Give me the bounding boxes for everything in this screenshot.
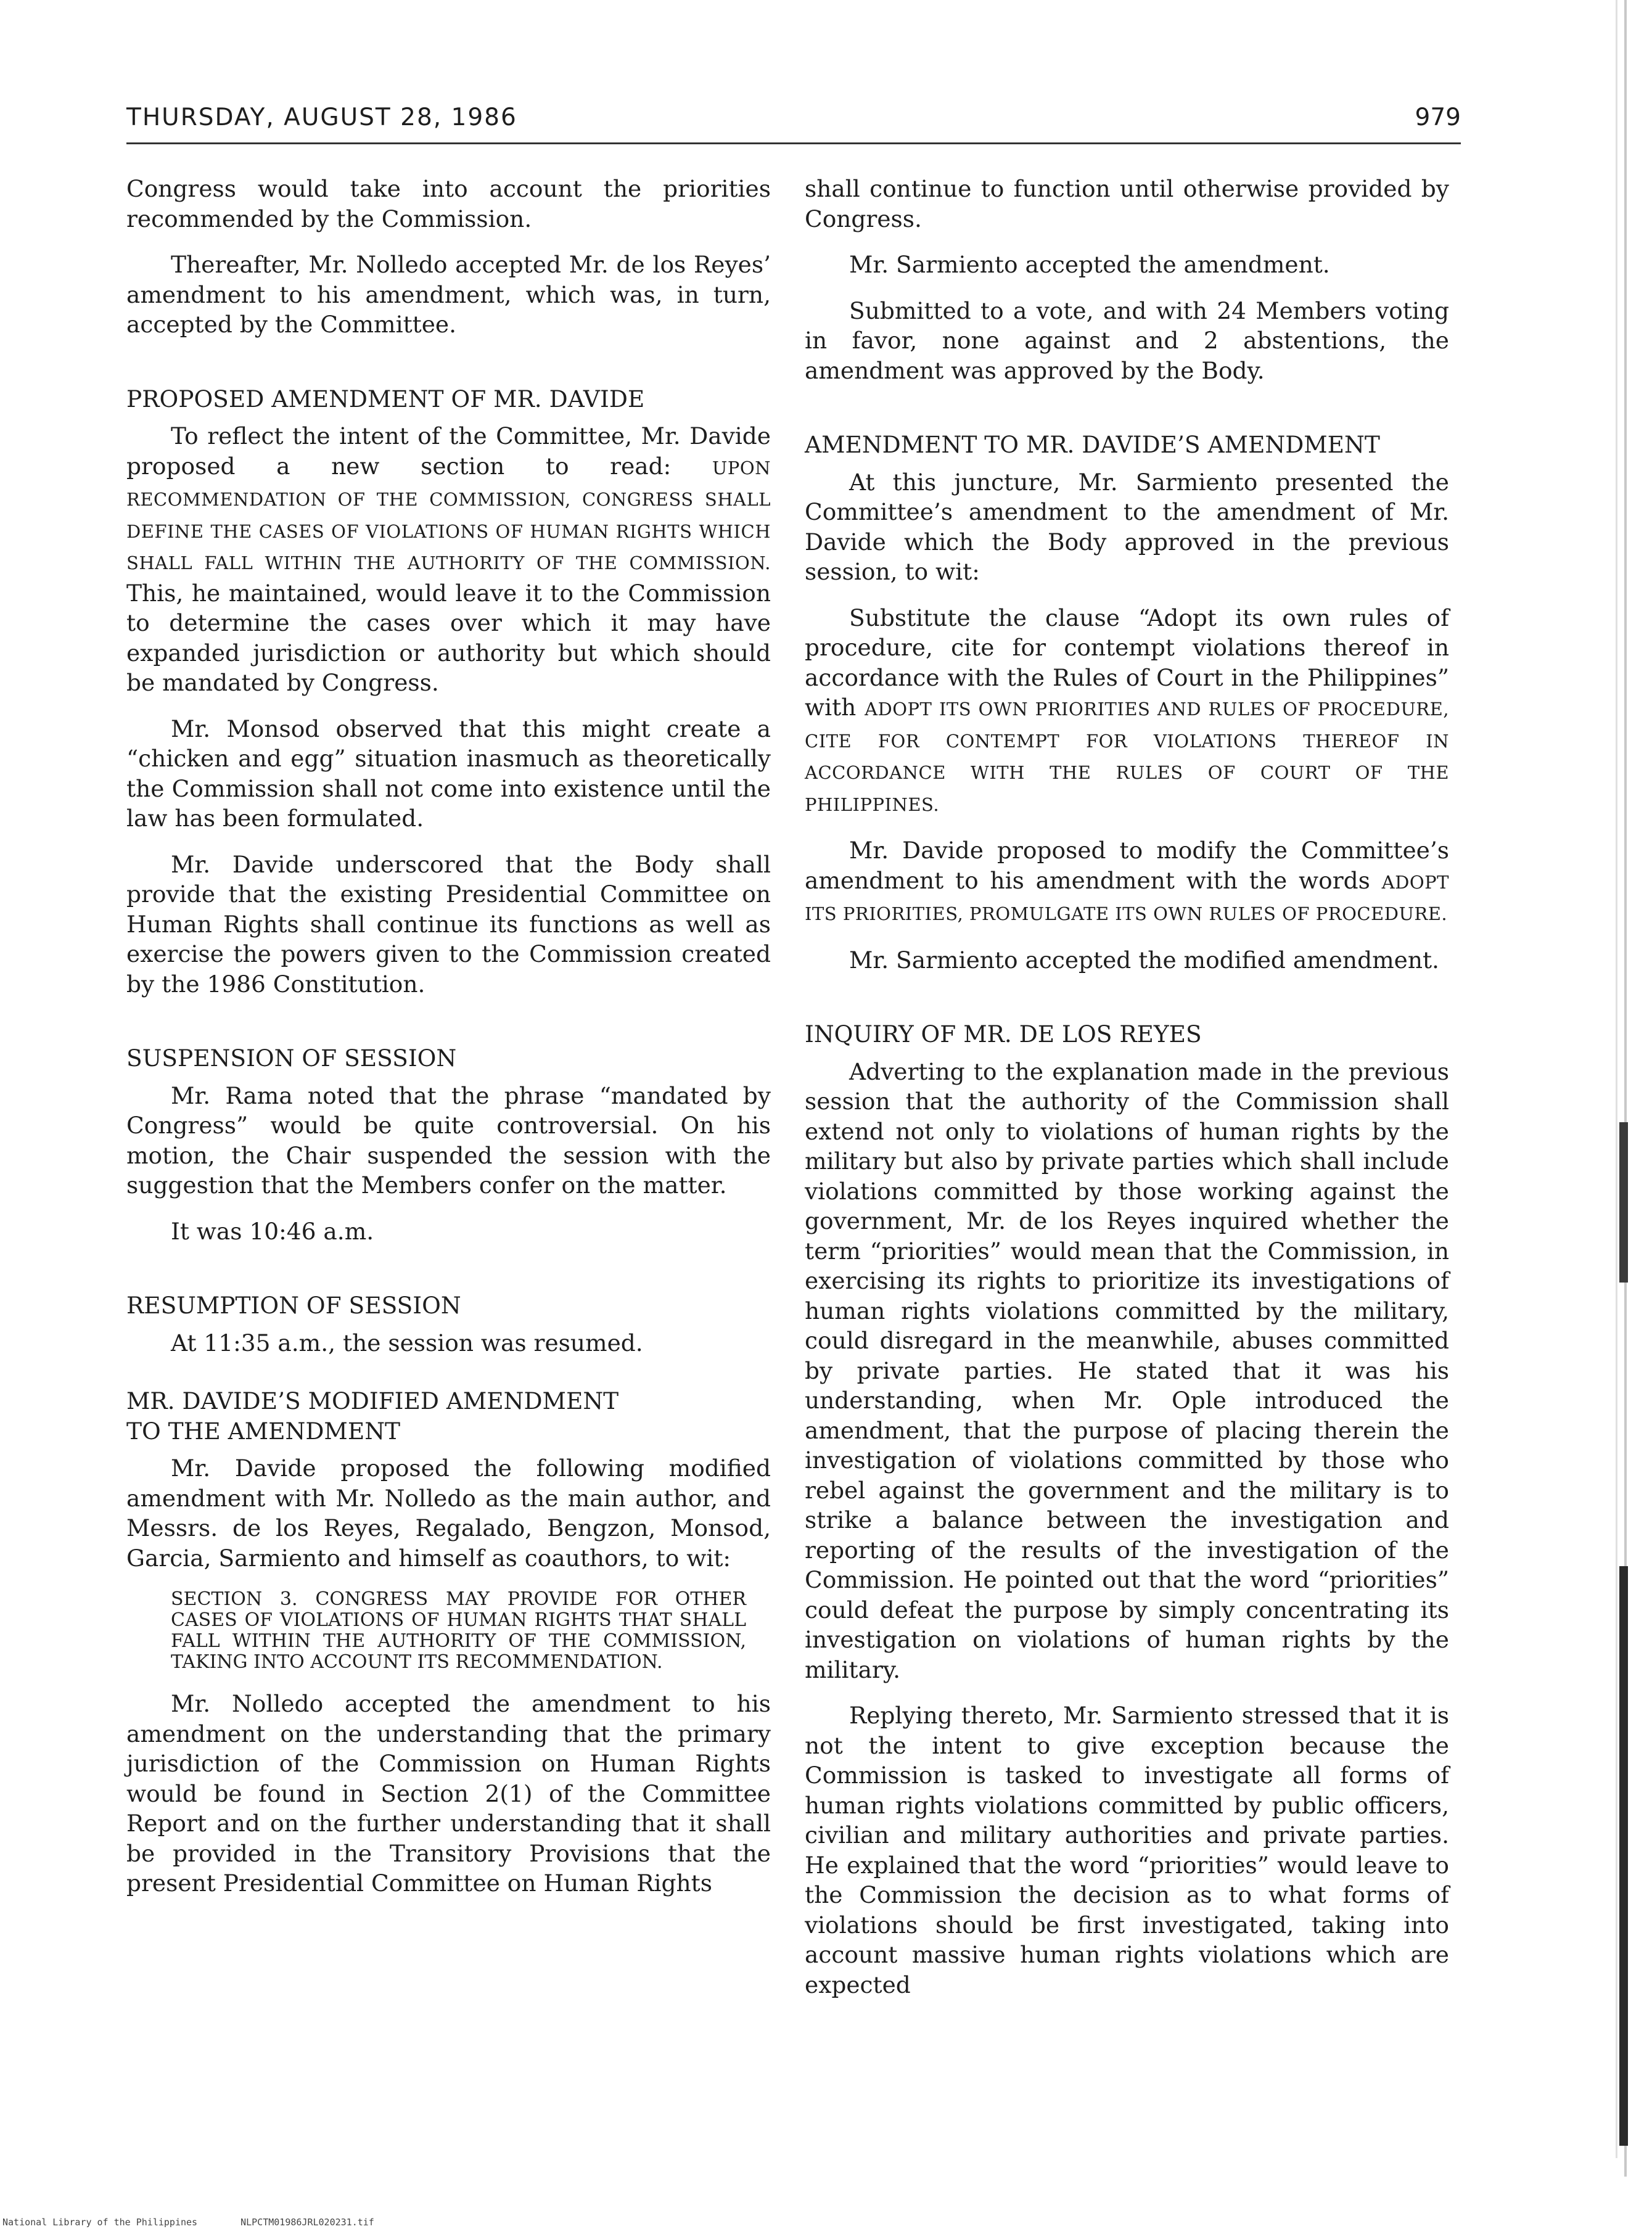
paragraph: Mr. Nolledo accepted the amendment to his amendment on the understanding that the primary jurisdiction of the Commission on Human Rights would be found in Section 2(1) of the Committee Report and on the further understanding that it shall be provided in the Transitory Provisions that the present Presidential Committee on Human Rights xyxy=(126,1690,771,1897)
page-header xyxy=(126,104,1461,147)
scan-edge-mark xyxy=(1619,1566,1628,2146)
small-caps-text: ADOPT ITS OWN PRIORITIES AND RULES OF PROCEDURE, CITE FOR CONTEMPT FOR VIOLATIONS THEREOF IN ACCORDANCE WITH THE RULES OF COURT OF THE PHILIPPINES. xyxy=(805,699,1450,815)
paragraph: Mr. Monsod observed that this might create a “chicken and egg” situation inasmuch as theoretically the Commission shall not come into existence until the law has been formulated. xyxy=(126,715,771,832)
small-caps-text: UPON RECOMMENDATION OF THE COMMISSION, CONGRESS SHALL DEFINE THE CASES OF VIOLATIONS OF HUMAN RIGHTS WHICH SHALL FALL WITHIN THE AUTHORITY OF THE COMMISSION. xyxy=(126,457,771,573)
paragraph: Mr. Davide underscored that the Body shall provide that the existing Presidential Committee on Human Rights shall continue its functions as well as exercise the powers given to the Commission created by the 1986 Constitution. xyxy=(126,850,771,998)
section-heading-proposed-amendment: PROPOSED AMENDMENT OF MR. DAVIDE xyxy=(126,385,645,413)
paragraph: Submitted to a vote, and with 24 Members voting in favor, none against and 2 abstentions, the amendment was approved by the Body. xyxy=(805,297,1449,384)
paragraph: Replying thereto, Mr. Sarmiento stressed that it is not the intent to give exception because the Commission is tasked to investigate all forms of human rights violations committed by public officers, civilian and military authorities and private parties. He explained that the word “priorities” would leave to the Commission the decision as to what forms of violations should be first investigated, taking into account massive human rights violations which are expected xyxy=(805,1702,1449,1998)
paragraph: Mr. Rama noted that the phrase “mandated by Congress” would be quite controversial. On his motion, the Chair suspended the session with the suggestion that the Members confer on the matter. xyxy=(126,1082,771,1199)
paragraph: Congress would take into account the priorities recommended by the Commission. xyxy=(126,175,771,232)
paragraph: Mr. Davide proposed to modify the Committee’s amendment to his amendment with the words ADOPT ITS PRIORITIES, PROMULGATE ITS OWN RULES OF PROCEDURE. xyxy=(805,837,1449,924)
paragraph: Thereafter, Mr. Nolledo accepted Mr. de los Reyes’ amendment to his amendment, which was, in turn, accepted by the Committee. xyxy=(126,251,771,338)
section-heading-modified-amendment: MR. DAVIDE’S MODIFIED AMENDMENT TO THE AMENDMENT xyxy=(126,1387,619,1445)
paragraph: Mr. Davide proposed the following modified amendment with Mr. Nolledo as the main author, and Messrs. de los Reyes, Regalado, Bengzon, Monsod, Garcia, Sarmiento and himself as coauthors, to wit: xyxy=(126,1455,771,1572)
page-number: 979 xyxy=(1415,104,1461,131)
scan-footer: National Library of the Philippines NLPCTM01986JRL020231.tif xyxy=(2,2217,374,2228)
quoted-section: SECTION 3. CONGRESS MAY PROVIDE FOR OTHER CASES OF VIOLATIONS OF HUMAN RIGHTS THAT SHALL FALL WITHIN THE AUTHORITY OF THE COMMISSION, TAKING INTO ACCOUNT ITS RECOMMENDATION. xyxy=(171,1588,746,1673)
left-column xyxy=(126,174,771,1915)
scan-edge-mark xyxy=(1619,1122,1628,1283)
paragraph: Mr. Sarmiento accepted the modified amendment. xyxy=(849,946,1439,974)
section-heading-suspension: SUSPENSION OF SESSION xyxy=(126,1045,457,1072)
paragraph: It was 10:46 a.m. xyxy=(171,1217,374,1245)
paragraph: Adverting to the explanation made in the previous session that the authority of the Commission shall extend not only to violations of human rights by the military but also by private parties which shall include violations committed by those working against the government, Mr. de los Reyes inquired whether the term “priorities” would mean that the Commission, in exercising its rights to prioritize its investigations of human rights violations committed by the military, could disregard in the meanwhile, abuses committed by private parties. He stated that it was his understanding, when Mr. Ople introduced the amendment, that the purpose of placing therein the investigation of violations committed by those who rebel against the government and the military is to strike a balance between the investigation and reporting of the results of the investigation of the Commission. He pointed out that the word “priorities” could defeat the purpose by simply concentrating its investigation on violations of human rights by the military. xyxy=(805,1057,1449,1683)
header-date: THURSDAY, AUGUST 28, 1986 xyxy=(126,104,517,131)
section-heading-inquiry: INQUIRY OF MR. DE LOS REYES xyxy=(805,1020,1202,1048)
paragraph: Substitute the clause “Adopt its own rules of procedure, cite for contempt violations thereof in accordance with the Rules of Court in the Philippines” with ADOPT ITS OWN PRIORITIES AND RULES OF PROCEDURE, CITE FOR CONTEMPT FOR VIOLATIONS THEREOF IN ACCORDANCE WITH THE RULES OF COURT OF THE PHILIPPINES. xyxy=(805,604,1450,815)
section-heading-resumption: RESUMPTION OF SESSION xyxy=(126,1292,461,1319)
paragraph: Mr. Sarmiento accepted the amendment. xyxy=(849,251,1330,278)
right-column xyxy=(805,174,1449,2016)
paragraph: To reflect the intent of the Committee, Mr. Davide proposed a new section to read: UPON RECOMMENDATION OF THE COMMISSION, CONGRESS SHALL DEFINE THE CASES OF VIOLATIONS OF HUMAN RIGHTS WHICH SHALL FALL WITHIN THE AUTHORITY OF THE COMMISSION. This, he maintained, would leave it to the Commission to determine the cases over which it may have expanded jurisdiction or authority but which should be mandated by Congress. xyxy=(126,422,771,696)
paragraph: At 11:35 a.m., the session was resumed. xyxy=(171,1329,643,1357)
section-heading-amendment: AMENDMENT TO MR. DAVIDE’S AMENDMENT xyxy=(805,431,1380,458)
header-rule xyxy=(126,142,1461,144)
paragraph: At this juncture, Mr. Sarmiento presented the Committee’s amendment to the amendment of Mr. Davide which the Body approved in the previous session, to wit: xyxy=(805,468,1449,585)
scan-edge-mark xyxy=(1616,0,1617,2158)
paragraph: shall continue to function until otherwise provided by Congress. xyxy=(805,175,1449,232)
small-caps-text: ADOPT ITS PRIORITIES, PROMULGATE ITS OWN RULES OF PROCEDURE. xyxy=(805,871,1449,924)
